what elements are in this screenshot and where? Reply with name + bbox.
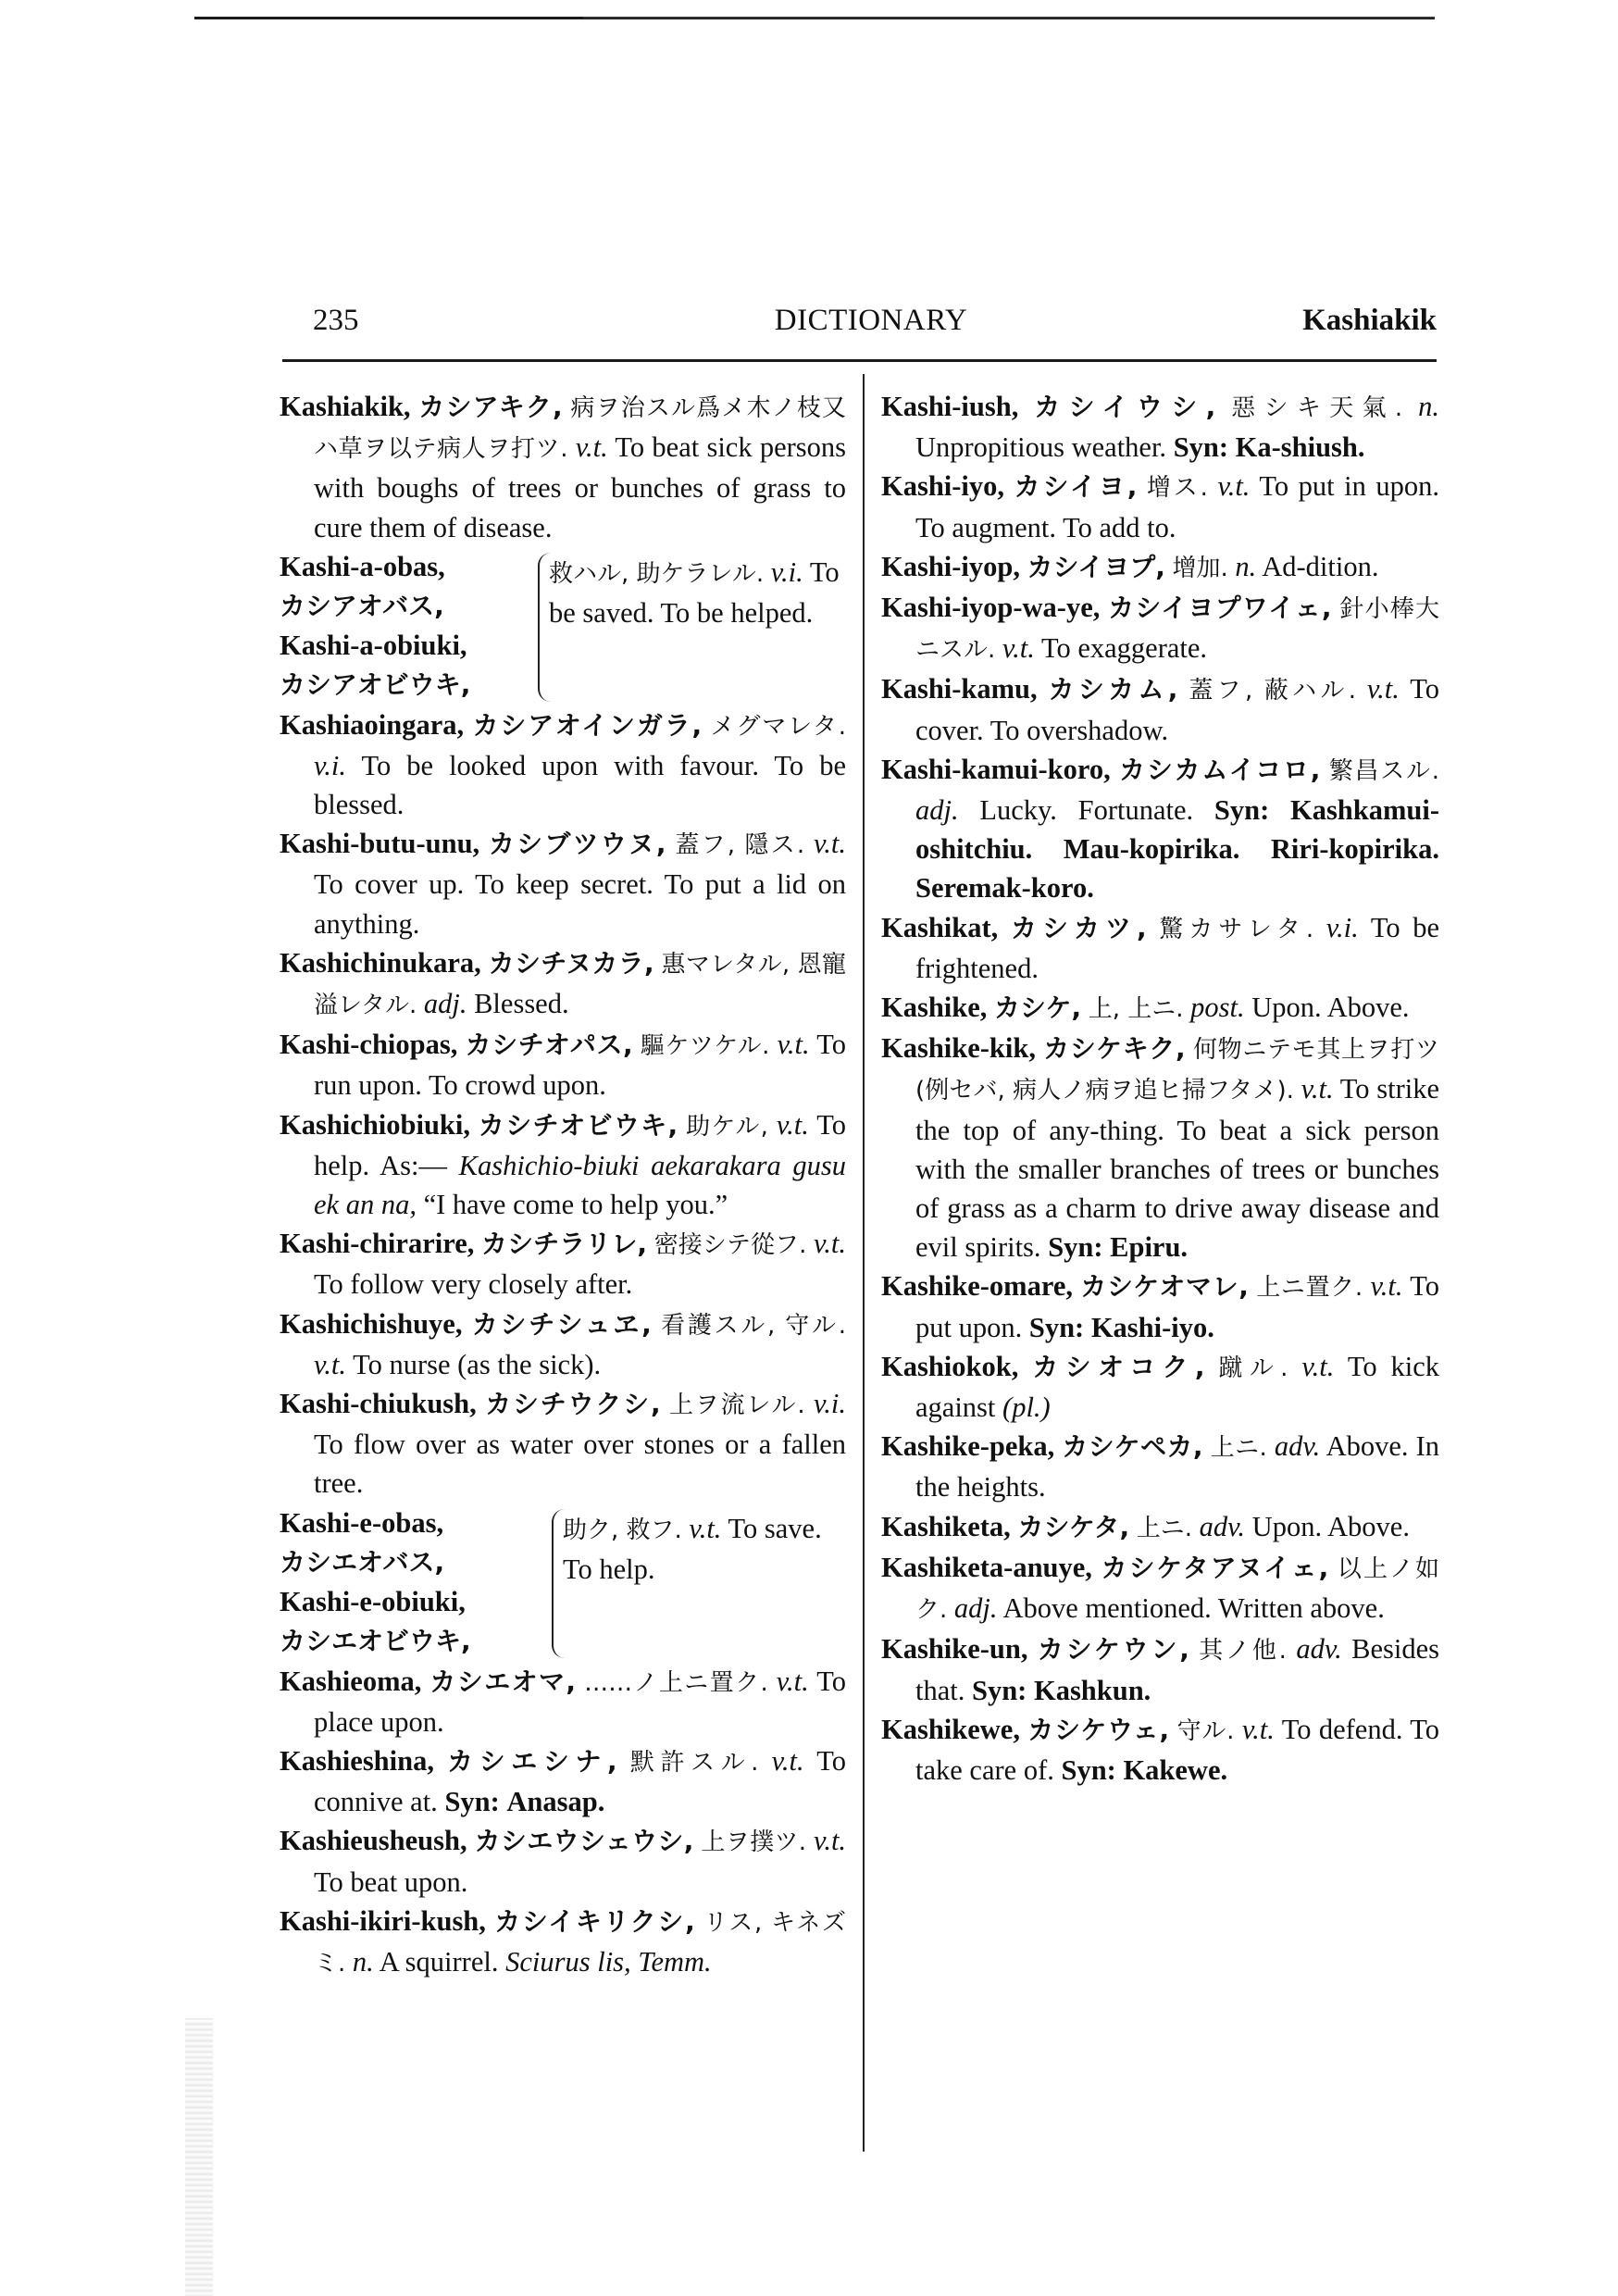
entry-part-of-speech: v.t. [1002, 632, 1035, 665]
entry-headword: Kashi-a-obiuki, [280, 630, 467, 662]
entry-part-of-speech: adj. [953, 1592, 998, 1625]
entry-japanese-gloss: 病ヲ治スル爲メ木ノ枝又ハ草ヲ以テ病人ヲ打ツ. [314, 394, 846, 464]
dictionary-entry [881, 387, 1439, 467]
entry-headword: Kashi-ikiri-kush, [280, 1904, 486, 1937]
entry-part-of-speech: post. [1190, 992, 1245, 1024]
entry-japanese-gloss: 看護スル, 守ル. [661, 1311, 846, 1340]
entry-katakana: カシエウシェウシ, [474, 1826, 694, 1857]
entry-headword: Kashi-e-obas, [280, 1506, 444, 1539]
entry-definition: Lucky. Fortunate. [979, 794, 1194, 827]
entry-part-of-speech: v.i. [770, 555, 803, 588]
entry-japanese-gloss: 上ニ. [1210, 1434, 1267, 1463]
dictionary-entry [280, 1902, 846, 1983]
entry-part-of-speech: v.t. [776, 1665, 809, 1697]
entry-definition: To defend. To take care of. [915, 1713, 1440, 1786]
entry-headword: Kashiaoingara, [280, 708, 465, 741]
entry-synonym: Kashkamui-oshitchiu. Mau-kopirika. Riri-kopirika. Seremak-koro. [915, 794, 1439, 905]
entry-katakana: カシケキク, [1043, 1033, 1186, 1065]
entry-katakana: カシケタ, [1017, 1511, 1130, 1542]
entry-headword: Kashikewe, [881, 1713, 1020, 1745]
entry-definition: To nurse (as the sick). [353, 1348, 602, 1380]
entry-katakana: カシイキリクシ, [494, 1905, 695, 1937]
right-column [881, 387, 1439, 1790]
entry-definition: Upon. Above. [1251, 1510, 1410, 1542]
entry-japanese-gloss: 上ニ置ク. [1256, 1274, 1363, 1303]
entry-japanese-gloss: 繁昌スル. [1328, 756, 1440, 785]
dictionary-entry [881, 467, 1439, 546]
entry-part-of-speech: v.t. [1301, 1350, 1335, 1382]
top-border-rule [194, 17, 1435, 19]
entry-part-of-speech: v.t. [771, 1744, 804, 1777]
entry-part-of-speech: v.t. [1370, 1270, 1403, 1303]
entry-headword: Kashiakik, [280, 391, 411, 422]
entry-part-of-speech: adj. [915, 794, 959, 827]
entry-definition: To put in upon. To augment. To add to. [915, 470, 1440, 543]
dictionary-entry [280, 1662, 846, 1741]
entry-part-of-speech: v.t. [814, 1825, 847, 1857]
entry-katakana: カシエオマ, [429, 1666, 577, 1697]
entry-katakana: カシカムイコロ, [1119, 754, 1321, 785]
entry-katakana: カシチラリレ, [481, 1229, 648, 1260]
page-header [305, 304, 1437, 350]
entry-japanese-gloss: 驚カサレタ. [1159, 915, 1314, 943]
entry-synonym: Ka-shiush. [1235, 431, 1365, 464]
entry-definition: To help. As:— [314, 1108, 847, 1181]
dictionary-entry [881, 1507, 1439, 1548]
entry-definition: To beat sick persons with boughs of trees or bunches of grass to cure them of disease. [314, 431, 847, 543]
entry-part-of-speech: n. [1418, 391, 1440, 422]
entry-part-of-speech: adv. [1199, 1510, 1246, 1542]
entry-translation: “I have come to help you.” [423, 1189, 728, 1221]
dictionary-entry-group [280, 547, 846, 705]
entry-part-of-speech: adv. [1274, 1430, 1321, 1463]
entry-headword: Kashike-omare, [881, 1270, 1073, 1303]
entry-japanese-gloss: 助ク, 救フ. [563, 1516, 682, 1544]
entry-synonym: Kashi-iyo. [1090, 1311, 1214, 1343]
entry-headword: Kashi-chiopas, [280, 1029, 458, 1061]
entry-headword: Kashiketa, [881, 1510, 1011, 1542]
entry-headword: Kashi-iyop, [881, 550, 1020, 582]
dictionary-entry [881, 1347, 1439, 1427]
entry-part-of-speech: v.t. [777, 1029, 810, 1061]
scan-edge-artifact [185, 2018, 213, 2296]
entry-definition: Besides that. [915, 1633, 1440, 1706]
entry-headword: Kashi-iyop-wa-ye, [881, 592, 1101, 624]
entry-katakana: カシチオパス, [465, 1029, 633, 1061]
entry-definition: To be frightened. [915, 911, 1440, 984]
entry-katakana: カシアオビウキ, [280, 669, 471, 701]
entry-definition: Above mentioned. Written above. [1002, 1592, 1385, 1625]
entry-headword: Kashi-butu-unu, [280, 828, 480, 860]
entry-definition: Unpropitious weather. [915, 431, 1167, 464]
entry-syn-label: Syn: [1061, 1753, 1116, 1786]
entry-japanese-gloss: 驅ケツケル. [640, 1032, 770, 1061]
entry-definition: To run upon. To crowd upon. [314, 1029, 847, 1102]
entry-part-of-speech: v.i. [814, 1388, 847, 1420]
entry-headword: Kashike-un, [881, 1633, 1028, 1666]
entry-definition: Ad-dition. [1262, 550, 1379, 582]
dictionary-entry [280, 1741, 846, 1821]
entry-katakana: カシエオビウキ, [280, 1626, 471, 1657]
entry-synonym: Epiru. [1110, 1231, 1189, 1264]
entry-headword: Kashike-peka, [881, 1430, 1055, 1463]
entry-synonym: Anasap. [506, 1786, 605, 1818]
entry-example: (pl.) [1002, 1391, 1051, 1424]
entry-japanese-gloss: 惠マレタル, 恩寵溢レタル. [314, 950, 846, 1020]
entry-definition: To cover up. To keep secret. To put a lid on anything. [314, 868, 846, 940]
entry-katakana: カシケタアヌイェ, [1101, 1552, 1329, 1583]
entry-headword: Kashi-e-obiuki, [280, 1586, 466, 1618]
column-divider [863, 374, 865, 2152]
dictionary-entry-group [280, 1504, 846, 1662]
entry-katakana: カシイヨ, [1014, 471, 1138, 503]
dictionary-entry [280, 1105, 846, 1225]
entry-japanese-gloss: 惡シキ天氣. [1231, 394, 1403, 422]
entry-headword: Kashi-a-obas, [280, 550, 445, 582]
dictionary-entry [881, 750, 1439, 908]
entry-japanese-gloss: 助ケル, [686, 1112, 768, 1141]
dictionary-entry [280, 943, 846, 1025]
entry-part-of-speech: adj. [423, 988, 467, 1020]
dictionary-entry [280, 1224, 846, 1304]
entry-japanese-gloss: 蓋フ, 蔽ハル. [1189, 677, 1356, 705]
running-head: Kashiakik [1302, 304, 1437, 337]
entry-headword: Kashike-kik, [881, 1032, 1036, 1065]
entry-katakana: カシケペカ, [1062, 1431, 1203, 1463]
entry-definition: To beat upon. [314, 1866, 468, 1898]
entry-katakana: カシチウクシ, [485, 1389, 661, 1420]
entry-definition: To put upon. [915, 1270, 1440, 1343]
entry-japanese-gloss: 蓋フ, 隱ス. [675, 831, 805, 860]
entry-katakana: カシエシナ, [447, 1745, 617, 1777]
dictionary-entry [881, 1629, 1439, 1709]
entry-katakana: カシアオインガラ, [472, 709, 703, 741]
entry-part-of-speech: v.i. [314, 749, 346, 781]
entry-headword: Kashichiobiuki, [280, 1108, 470, 1141]
page-number: 235 [313, 304, 359, 337]
entry-katakana: カシイヨプワイェ, [1108, 593, 1332, 624]
dictionary-entry [280, 1384, 846, 1504]
dictionary-entry [881, 1427, 1439, 1506]
entry-headword: Kashike, [881, 992, 988, 1024]
entry-syn-label: Syn: [1048, 1231, 1103, 1264]
entry-part-of-speech: v.t. [1366, 673, 1400, 705]
entry-definition: To strike the top of any-thing. To beat a sick person with the smaller branches of trees or bunches of grass as a charm to drive away disease and evil spirits. [915, 1073, 1440, 1264]
entry-japanese-gloss: 以上ノ如ク. [915, 1554, 1439, 1625]
entry-definition: To connive at. [314, 1744, 847, 1818]
entry-japanese-gloss: 上ニ. [1136, 1514, 1193, 1542]
group-headwords [280, 1504, 548, 1662]
entry-katakana: カシケウン, [1037, 1634, 1189, 1666]
entry-headword: Kashi-chiukush, [280, 1388, 477, 1420]
entry-katakana: カシケウェ, [1027, 1714, 1170, 1745]
entry-part-of-speech: v.t. [814, 1228, 847, 1260]
header-rule [282, 359, 1437, 362]
entry-japanese-gloss: 何物ニテモ其上ヲ打ツ (例セバ, 病人ノ病ヲ追ヒ掃フタメ). [915, 1036, 1439, 1105]
entry-definition: To place upon. [314, 1665, 847, 1738]
entry-headword: Kashichinukara, [280, 946, 481, 979]
entry-part-of-speech: v.t. [314, 1348, 346, 1380]
entry-katakana: カシチシュヱ, [471, 1308, 652, 1340]
group-headwords [280, 547, 534, 705]
entry-japanese-gloss: 上, 上ニ. [1088, 995, 1184, 1024]
dictionary-entry [280, 1821, 846, 1901]
left-column [280, 387, 846, 1983]
entry-japanese-gloss: 針小棒大ニスル. [915, 595, 1440, 665]
entry-part-of-speech: v.t. [1241, 1713, 1275, 1745]
entry-headword: Kashi-iyo, [881, 470, 1005, 503]
entry-japanese-gloss: ……ノ上ニ置ク. [584, 1668, 768, 1697]
entry-part-of-speech: n. [352, 1945, 374, 1978]
entry-definition: To be looked upon with favour. To be blessed. [314, 749, 846, 821]
dictionary-entry [881, 1267, 1439, 1346]
group-definition [538, 553, 846, 702]
entry-headword: Kashiketa-anuye, [881, 1551, 1092, 1583]
entry-definition: To kick against [915, 1350, 1440, 1424]
entry-japanese-gloss: 蹴ル. [1218, 1354, 1288, 1382]
entry-syn-label: Syn: [1173, 431, 1229, 464]
entry-synonym: Kashkun. [1033, 1674, 1151, 1706]
entry-katakana: カシチヌカラ, [488, 947, 654, 979]
entry-japanese-gloss: 其ノ他. [1199, 1637, 1287, 1666]
entry-katakana: カシケオマレ, [1080, 1271, 1249, 1303]
dictionary-entry [881, 1548, 1439, 1629]
dictionary-entry [280, 824, 846, 943]
entry-headword: Kashi-kamui-koro, [881, 753, 1111, 785]
group-definition [552, 1509, 846, 1658]
entry-part-of-speech: v.t. [814, 828, 847, 860]
entry-part-of-speech: adv. [1296, 1633, 1342, 1666]
entry-syn-label: Syn: [1028, 1311, 1085, 1343]
entry-headword: Kashi-kamu, [881, 673, 1038, 705]
entry-definition: To follow very closely after. [314, 1268, 633, 1301]
entry-japanese-gloss: 密接シテ從フ. [653, 1231, 807, 1260]
entry-definition: To cover. To overshadow. [915, 673, 1440, 746]
dictionary-entry [280, 705, 846, 825]
entry-katakana: カシイウシ, [1034, 392, 1216, 422]
entry-headword: Kashieshina, [280, 1744, 434, 1777]
entry-japanese-gloss: 救ハル, 助ケラレル. [549, 559, 765, 588]
entry-syn-label: Syn: [444, 1786, 500, 1818]
entry-japanese-gloss: リス, キネズミ. [314, 1908, 847, 1978]
entry-headword: Kashieoma, [280, 1665, 422, 1697]
dictionary-entry [881, 988, 1439, 1029]
page-title: DICTIONARY [774, 304, 968, 337]
entry-headword: Kashichishuye, [280, 1307, 463, 1340]
entry-definition: To save. To help. [563, 1512, 822, 1585]
entry-katakana: カシカム, [1048, 674, 1178, 705]
entry-katakana: カシアキク, [418, 392, 563, 422]
entry-japanese-gloss: 增加. [1172, 554, 1228, 582]
entry-headword: Kashikat, [881, 911, 999, 943]
entry-headword: Kashi-chirarire, [280, 1228, 475, 1260]
entry-katakana: カシブツウヌ, [488, 829, 666, 860]
entry-example: Kashichio-biuki aekarakara gusu ek an na, [314, 1149, 847, 1221]
entry-part-of-speech: v.t. [776, 1108, 809, 1141]
entry-japanese-gloss: 默許スル. [629, 1748, 759, 1777]
entry-katakana: カシイヨプ, [1027, 551, 1165, 582]
dictionary-entry [881, 547, 1439, 588]
entry-katakana: カシチオビウキ, [478, 1109, 678, 1141]
entry-japanese-gloss: 增ス. [1146, 474, 1208, 503]
entry-headword: Kashiokok, [881, 1350, 1019, 1382]
entry-synonym: Kakewe. [1123, 1753, 1228, 1786]
entry-definition: Above. In the heights. [915, 1430, 1440, 1504]
entry-katakana: カシアオバス, [280, 591, 444, 622]
entry-katakana: カシカツ, [1010, 912, 1147, 943]
entry-part-of-speech: n. [1235, 550, 1257, 582]
dictionary-entry [881, 669, 1439, 749]
entry-katakana: カシケ, [994, 992, 1082, 1024]
entry-part-of-speech: v.t. [1217, 470, 1251, 503]
entry-part-of-speech: v.i. [1326, 911, 1359, 943]
entry-definition: To exaggerate. [1040, 632, 1208, 665]
entry-part-of-speech: v.t. [689, 1512, 722, 1544]
dictionary-entry [280, 387, 846, 547]
entry-headword: Kashieusheush, [280, 1825, 467, 1857]
dictionary-entry [881, 908, 1439, 988]
entry-katakana: カシオコク, [1032, 1351, 1205, 1382]
entry-definition: Upon. Above. [1251, 992, 1410, 1024]
entry-definition: Blessed. [474, 988, 569, 1020]
entry-part-of-speech: v.t. [575, 431, 608, 464]
entry-katakana: カシエオバス, [280, 1546, 445, 1578]
entry-example: Sciurus lis, Temm. [505, 1945, 712, 1978]
dictionary-entry [881, 1029, 1439, 1267]
dictionary-entry [280, 1304, 846, 1384]
entry-part-of-speech: v.t. [1301, 1073, 1334, 1105]
entry-japanese-gloss: メグマレタ. [710, 712, 846, 741]
entry-syn-label: Syn: [1214, 794, 1270, 827]
entry-headword: Kashi-iush, [881, 391, 1019, 422]
entry-japanese-gloss: 上ヲ流レル. [669, 1391, 805, 1420]
dictionary-entry [881, 588, 1439, 669]
entry-definition: To flow over as water over stones or a fallen tree. [314, 1429, 846, 1500]
dictionary-entry [280, 1025, 846, 1104]
dictionary-entry [881, 1710, 1439, 1790]
entry-definition: A squirrel. [379, 1945, 499, 1978]
entry-syn-label: Syn: [972, 1674, 1027, 1706]
entry-japanese-gloss: 上ヲ撲ツ. [701, 1828, 807, 1857]
entry-japanese-gloss: 守ル. [1176, 1716, 1235, 1745]
entry-definition: To be saved. To be helped. [549, 555, 840, 630]
